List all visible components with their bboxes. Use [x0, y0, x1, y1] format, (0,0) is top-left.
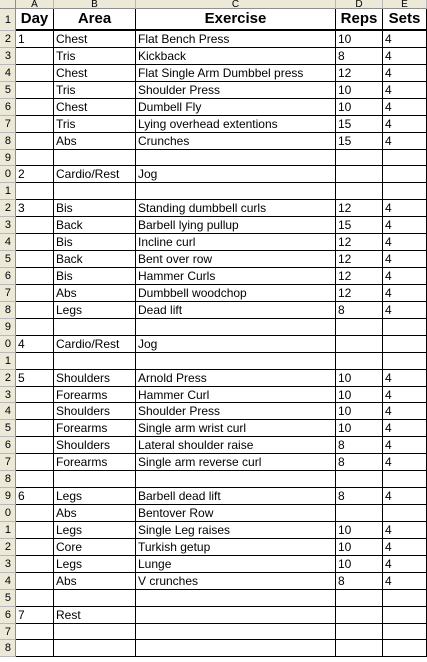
- header-cell-exercise[interactable]: Exercise: [136, 9, 336, 31]
- row-header[interactable]: 0: [0, 505, 16, 522]
- cell-area[interactable]: Rest: [54, 607, 136, 624]
- cell-area[interactable]: Legs: [54, 488, 136, 505]
- cell-exercise[interactable]: [136, 640, 336, 657]
- row-header[interactable]: 2: [0, 200, 16, 217]
- cell-area[interactable]: Legs: [54, 522, 136, 539]
- row-header[interactable]: 4: [0, 573, 16, 590]
- row-header[interactable]: 3: [0, 556, 16, 573]
- cell-exercise[interactable]: Kickback: [136, 48, 336, 65]
- cell-sets[interactable]: 4: [383, 99, 427, 116]
- cell-day[interactable]: [16, 624, 54, 641]
- cell-area[interactable]: [54, 150, 136, 167]
- cell-exercise[interactable]: Bentover Row: [136, 505, 336, 522]
- cell-sets[interactable]: [383, 353, 427, 370]
- cell-sets[interactable]: 4: [383, 31, 427, 48]
- cell-day[interactable]: 4: [16, 336, 54, 353]
- cell-exercise[interactable]: Single Leg raises: [136, 522, 336, 539]
- row-header[interactable]: 6: [0, 437, 16, 454]
- cell-exercise[interactable]: Shoulder Press: [136, 82, 336, 99]
- row-header[interactable]: 0: [0, 336, 16, 353]
- cell-sets[interactable]: 4: [383, 437, 427, 454]
- cell-exercise[interactable]: Lateral shoulder raise: [136, 437, 336, 454]
- cell-day[interactable]: [16, 471, 54, 488]
- row-header[interactable]: 8: [0, 302, 16, 319]
- cell-day[interactable]: [16, 590, 54, 607]
- header-cell-sets[interactable]: Sets: [383, 9, 427, 31]
- cell-sets[interactable]: 4: [383, 82, 427, 99]
- cell-exercise[interactable]: Arnold Press: [136, 370, 336, 387]
- cell-area[interactable]: Chest: [54, 65, 136, 82]
- cell-exercise[interactable]: Turkish getup: [136, 539, 336, 556]
- row-header[interactable]: 2: [0, 31, 16, 48]
- cell-area[interactable]: Tris: [54, 48, 136, 65]
- row-header[interactable]: 5: [0, 251, 16, 268]
- row-header[interactable]: 8: [0, 640, 16, 657]
- cell-day[interactable]: [16, 268, 54, 285]
- cell-area[interactable]: Forearms: [54, 454, 136, 471]
- cell-exercise[interactable]: Jog: [136, 166, 336, 183]
- header-cell-day[interactable]: Day: [16, 9, 54, 31]
- cell-exercise[interactable]: [136, 471, 336, 488]
- cell-reps[interactable]: 12: [336, 65, 383, 82]
- cell-area[interactable]: [54, 624, 136, 641]
- cell-reps[interactable]: 10: [336, 82, 383, 99]
- cell-area[interactable]: Bis: [54, 268, 136, 285]
- cell-area[interactable]: Tris: [54, 82, 136, 99]
- cell-reps[interactable]: 8: [336, 573, 383, 590]
- row-header[interactable]: 6: [0, 268, 16, 285]
- cell-area[interactable]: Abs: [54, 285, 136, 302]
- cell-exercise[interactable]: Hammer Curls: [136, 268, 336, 285]
- row-header[interactable]: 6: [0, 99, 16, 116]
- cell-exercise[interactable]: Incline curl: [136, 234, 336, 251]
- row-header[interactable]: 7: [0, 454, 16, 471]
- header-cell-area[interactable]: Area: [54, 9, 136, 31]
- cell-reps[interactable]: 8: [336, 302, 383, 319]
- cell-area[interactable]: Chest: [54, 99, 136, 116]
- cell-sets[interactable]: [383, 319, 427, 336]
- row-header[interactable]: 7: [0, 624, 16, 641]
- cell-reps[interactable]: [336, 505, 383, 522]
- cell-day[interactable]: [16, 539, 54, 556]
- cell-reps[interactable]: [336, 471, 383, 488]
- row-header[interactable]: 1: [0, 522, 16, 539]
- cell-exercise[interactable]: Lunge: [136, 556, 336, 573]
- cell-sets[interactable]: [383, 336, 427, 353]
- cell-exercise[interactable]: Flat Bench Press: [136, 31, 336, 48]
- cell-exercise[interactable]: [136, 590, 336, 607]
- cell-area[interactable]: Back: [54, 251, 136, 268]
- cell-exercise[interactable]: [136, 319, 336, 336]
- cell-area[interactable]: Forearms: [54, 387, 136, 404]
- cell-sets[interactable]: 4: [383, 539, 427, 556]
- cell-sets[interactable]: 4: [383, 200, 427, 217]
- cell-area[interactable]: [54, 590, 136, 607]
- cell-sets[interactable]: [383, 183, 427, 200]
- cell-day[interactable]: 7: [16, 607, 54, 624]
- cell-day[interactable]: [16, 387, 54, 404]
- cell-sets[interactable]: [383, 471, 427, 488]
- cell-day[interactable]: [16, 573, 54, 590]
- cell-exercise[interactable]: [136, 624, 336, 641]
- row-header[interactable]: 0: [0, 166, 16, 183]
- cell-day[interactable]: [16, 420, 54, 437]
- row-header[interactable]: 2: [0, 539, 16, 556]
- cell-reps[interactable]: 15: [336, 116, 383, 133]
- cell-exercise[interactable]: Dumbbell woodchop: [136, 285, 336, 302]
- cell-reps[interactable]: [336, 607, 383, 624]
- cell-area[interactable]: Shoulders: [54, 403, 136, 420]
- cell-day[interactable]: [16, 183, 54, 200]
- cell-sets[interactable]: 4: [383, 48, 427, 65]
- cell-reps[interactable]: 10: [336, 370, 383, 387]
- cell-sets[interactable]: 4: [383, 133, 427, 150]
- column-header-c[interactable]: C: [136, 0, 336, 9]
- row-header[interactable]: 8: [0, 133, 16, 150]
- cell-sets[interactable]: [383, 505, 427, 522]
- cell-reps[interactable]: [336, 336, 383, 353]
- cell-exercise[interactable]: Crunches: [136, 133, 336, 150]
- cell-sets[interactable]: 4: [383, 217, 427, 234]
- cell-sets[interactable]: [383, 640, 427, 657]
- cell-reps[interactable]: 12: [336, 268, 383, 285]
- cell-exercise[interactable]: [136, 183, 336, 200]
- row-header[interactable]: 8: [0, 471, 16, 488]
- cell-reps[interactable]: [336, 590, 383, 607]
- cell-day[interactable]: [16, 505, 54, 522]
- cell-exercise[interactable]: Barbell dead lift: [136, 488, 336, 505]
- cell-day[interactable]: [16, 217, 54, 234]
- cell-exercise[interactable]: [136, 150, 336, 167]
- cell-day[interactable]: 6: [16, 488, 54, 505]
- cell-day[interactable]: [16, 133, 54, 150]
- cell-day[interactable]: [16, 556, 54, 573]
- cell-area[interactable]: [54, 319, 136, 336]
- row-header[interactable]: 7: [0, 285, 16, 302]
- cell-sets[interactable]: [383, 607, 427, 624]
- cell-day[interactable]: [16, 48, 54, 65]
- cell-sets[interactable]: 4: [383, 454, 427, 471]
- cell-sets[interactable]: 4: [383, 65, 427, 82]
- cell-reps[interactable]: [336, 319, 383, 336]
- cell-sets[interactable]: 4: [383, 234, 427, 251]
- cell-exercise[interactable]: [136, 353, 336, 370]
- cell-sets[interactable]: 4: [383, 302, 427, 319]
- cell-area[interactable]: [54, 183, 136, 200]
- cell-reps[interactable]: 12: [336, 234, 383, 251]
- row-header[interactable]: 1: [0, 183, 16, 200]
- cell-reps[interactable]: 10: [336, 99, 383, 116]
- row-header[interactable]: 3: [0, 48, 16, 65]
- row-header[interactable]: 6: [0, 607, 16, 624]
- row-header[interactable]: 5: [0, 82, 16, 99]
- cell-sets[interactable]: 4: [383, 268, 427, 285]
- cell-area[interactable]: [54, 640, 136, 657]
- cell-area[interactable]: Legs: [54, 302, 136, 319]
- cell-day[interactable]: [16, 437, 54, 454]
- cell-day[interactable]: [16, 99, 54, 116]
- cell-exercise[interactable]: [136, 607, 336, 624]
- cell-exercise[interactable]: Jog: [136, 336, 336, 353]
- cell-exercise[interactable]: Single arm wrist curl: [136, 420, 336, 437]
- row-header[interactable]: 4: [0, 234, 16, 251]
- cell-day[interactable]: 2: [16, 166, 54, 183]
- cell-area[interactable]: Cardio/Rest: [54, 166, 136, 183]
- row-header[interactable]: 3: [0, 387, 16, 404]
- cell-reps[interactable]: [336, 150, 383, 167]
- cell-day[interactable]: 3: [16, 200, 54, 217]
- cell-area[interactable]: [54, 353, 136, 370]
- cell-reps[interactable]: 12: [336, 251, 383, 268]
- cell-sets[interactable]: 4: [383, 556, 427, 573]
- cell-sets[interactable]: 4: [383, 522, 427, 539]
- row-header[interactable]: 5: [0, 590, 16, 607]
- cell-reps[interactable]: 10: [336, 387, 383, 404]
- cell-day[interactable]: [16, 65, 54, 82]
- header-cell-reps[interactable]: Reps: [336, 9, 383, 31]
- cell-exercise[interactable]: V crunches: [136, 573, 336, 590]
- cell-area[interactable]: Core: [54, 539, 136, 556]
- row-header[interactable]: 9: [0, 319, 16, 336]
- cell-sets[interactable]: 4: [383, 573, 427, 590]
- cell-reps[interactable]: 10: [336, 539, 383, 556]
- column-header-b[interactable]: B: [54, 0, 136, 9]
- cell-exercise[interactable]: Dead lift: [136, 302, 336, 319]
- cell-exercise[interactable]: Barbell lying pullup: [136, 217, 336, 234]
- cell-sets[interactable]: [383, 624, 427, 641]
- cell-area[interactable]: Shoulders: [54, 370, 136, 387]
- cell-area[interactable]: Back: [54, 217, 136, 234]
- cell-sets[interactable]: [383, 150, 427, 167]
- cell-area[interactable]: Abs: [54, 505, 136, 522]
- cell-area[interactable]: [54, 471, 136, 488]
- cell-sets[interactable]: 4: [383, 488, 427, 505]
- cell-reps[interactable]: 10: [336, 522, 383, 539]
- cell-sets[interactable]: 4: [383, 387, 427, 404]
- cell-exercise[interactable]: Lying overhead extentions: [136, 116, 336, 133]
- cell-reps[interactable]: [336, 166, 383, 183]
- cell-day[interactable]: [16, 82, 54, 99]
- cell-area[interactable]: Forearms: [54, 420, 136, 437]
- cell-sets[interactable]: [383, 166, 427, 183]
- row-header[interactable]: 4: [0, 403, 16, 420]
- cell-exercise[interactable]: Hammer Curl: [136, 387, 336, 404]
- cell-area[interactable]: Legs: [54, 556, 136, 573]
- cell-sets[interactable]: 4: [383, 420, 427, 437]
- cell-day[interactable]: [16, 234, 54, 251]
- cell-sets[interactable]: 4: [383, 403, 427, 420]
- cell-reps[interactable]: 15: [336, 217, 383, 234]
- cell-area[interactable]: Abs: [54, 573, 136, 590]
- cell-reps[interactable]: 12: [336, 285, 383, 302]
- cell-day[interactable]: [16, 319, 54, 336]
- cell-sets[interactable]: 4: [383, 251, 427, 268]
- cell-sets[interactable]: 4: [383, 285, 427, 302]
- cell-sets[interactable]: 4: [383, 116, 427, 133]
- cell-day[interactable]: [16, 116, 54, 133]
- cell-area[interactable]: Cardio/Rest: [54, 336, 136, 353]
- cell-reps[interactable]: 8: [336, 48, 383, 65]
- row-header[interactable]: 2: [0, 370, 16, 387]
- row-header[interactable]: 1: [0, 9, 16, 31]
- cell-exercise[interactable]: Bent over row: [136, 251, 336, 268]
- cell-area[interactable]: Abs: [54, 133, 136, 150]
- cell-sets[interactable]: [383, 590, 427, 607]
- row-header[interactable]: 9: [0, 150, 16, 167]
- cell-day[interactable]: [16, 251, 54, 268]
- cell-day[interactable]: [16, 522, 54, 539]
- row-header[interactable]: 3: [0, 217, 16, 234]
- cell-reps[interactable]: [336, 353, 383, 370]
- cell-day[interactable]: 1: [16, 31, 54, 48]
- cell-area[interactable]: Bis: [54, 234, 136, 251]
- cell-reps[interactable]: 12: [336, 200, 383, 217]
- row-header[interactable]: 4: [0, 65, 16, 82]
- cell-reps[interactable]: 15: [336, 133, 383, 150]
- cell-area[interactable]: Bis: [54, 200, 136, 217]
- column-header-a[interactable]: A: [16, 0, 54, 9]
- cell-reps[interactable]: 8: [336, 437, 383, 454]
- cell-exercise[interactable]: Shoulder Press: [136, 403, 336, 420]
- cell-area[interactable]: Chest: [54, 31, 136, 48]
- cell-day[interactable]: [16, 640, 54, 657]
- row-header[interactable]: 5: [0, 420, 16, 437]
- cell-day[interactable]: 5: [16, 370, 54, 387]
- row-header[interactable]: 7: [0, 116, 16, 133]
- select-all-corner[interactable]: [0, 0, 16, 9]
- cell-reps[interactable]: 10: [336, 420, 383, 437]
- cell-sets[interactable]: 4: [383, 370, 427, 387]
- cell-reps[interactable]: 8: [336, 488, 383, 505]
- cell-exercise[interactable]: Standing dumbbell curls: [136, 200, 336, 217]
- cell-reps[interactable]: 10: [336, 556, 383, 573]
- cell-reps[interactable]: [336, 624, 383, 641]
- column-header-e[interactable]: E: [383, 0, 427, 9]
- cell-exercise[interactable]: Flat Single Arm Dumbbel press: [136, 65, 336, 82]
- cell-reps[interactable]: [336, 183, 383, 200]
- cell-reps[interactable]: 10: [336, 403, 383, 420]
- cell-day[interactable]: [16, 353, 54, 370]
- cell-reps[interactable]: 8: [336, 454, 383, 471]
- cell-day[interactable]: [16, 285, 54, 302]
- column-header-d[interactable]: D: [336, 0, 383, 9]
- row-header[interactable]: 9: [0, 488, 16, 505]
- cell-exercise[interactable]: Dumbell Fly: [136, 99, 336, 116]
- cell-area[interactable]: Tris: [54, 116, 136, 133]
- cell-day[interactable]: [16, 150, 54, 167]
- cell-day[interactable]: [16, 302, 54, 319]
- cell-day[interactable]: [16, 454, 54, 471]
- cell-exercise[interactable]: Single arm reverse curl: [136, 454, 336, 471]
- cell-reps[interactable]: [336, 640, 383, 657]
- row-header[interactable]: 1: [0, 353, 16, 370]
- cell-day[interactable]: [16, 403, 54, 420]
- cell-reps[interactable]: 10: [336, 31, 383, 48]
- cell-area[interactable]: Shoulders: [54, 437, 136, 454]
